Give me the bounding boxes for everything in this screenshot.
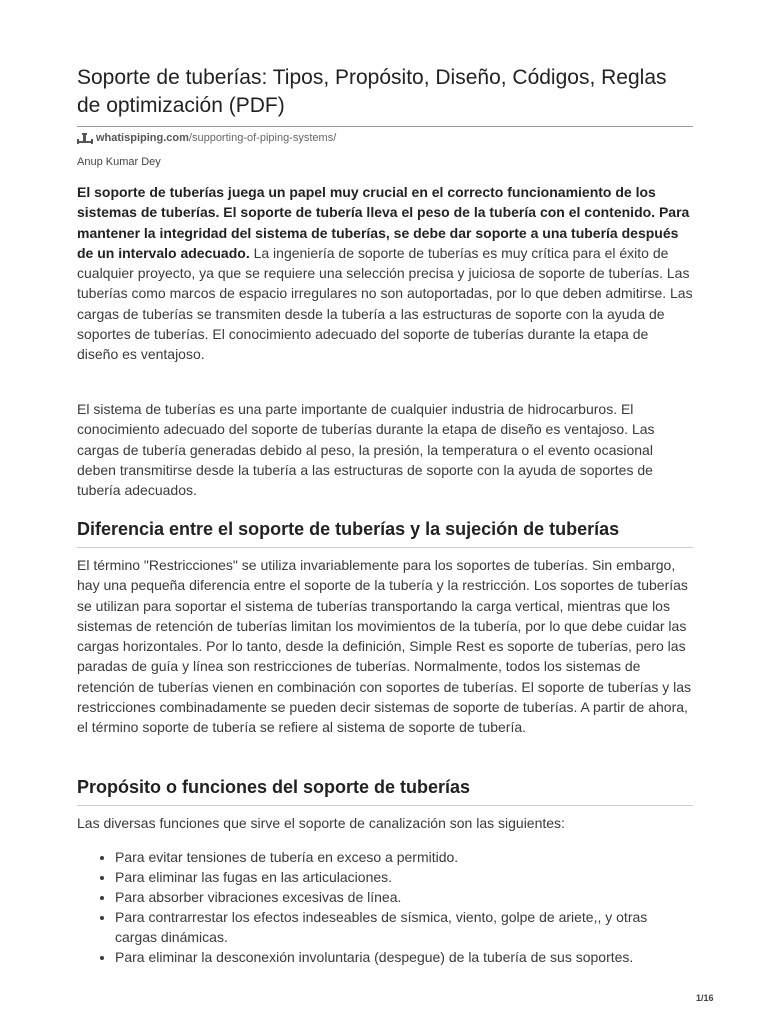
author-name: Anup Kumar Dey	[77, 156, 161, 168]
section-heading-difference: Diferencia entre el soporte de tuberías y la sujeción de tuberías	[77, 519, 620, 539]
intro-paragraph	[77, 182, 693, 365]
list-item: • Para eliminar las fugas en las articulaciones.	[115, 867, 693, 887]
title-divider	[77, 126, 693, 127]
source-line	[77, 131, 336, 145]
functions-list	[77, 847, 693, 967]
section-heading-purpose: Propósito o funciones del soporte de tuberías	[77, 777, 471, 797]
page-number: 1/16	[696, 993, 714, 1003]
site-logo-icon	[77, 132, 93, 144]
section-2-intro: Las diversas funciones que sirve el soporte de canalización son las siguientes:	[77, 815, 565, 831]
list-item: • Para evitar tensiones de tubería en exceso a permitido.	[115, 847, 693, 867]
source-domain[interactable]: whatispiping.com	[96, 132, 189, 144]
source-path[interactable]: /supporting-of-piping-systems/	[188, 132, 337, 144]
list-item: • Para absorber vibraciones excesivas de línea.	[115, 887, 693, 907]
section-1-body: El término "Restricciones" se utiliza invariablemente para los soportes de tuberías. Sin embargo, hay una pequeña diferencia entre el soporte de la tubería y la restricción. Los soportes de tuberías se utilizan para soportar el sistema de tuberías transportando la carga vertical, mientras que los sistemas de retención de tuberías limitan los movimientos de la tubería, por lo que debe cuidar las cargas horizontales. Por lo tanto, desde la definición, Simple Rest es soporte de tuberías, pero las paradas de guía y línea son restricciones de tuberías. Normalmente, todos los sistemas de retención de tuberías vienen en combinación con soportes de tuberías. El soporte de tuberías y las restricciones combinadamente se pueden decir sistemas de soporte de tuberías. A partir de ahora, el término soporte de tubería se refiere al sistema de soporte de tubería.	[77, 557, 692, 736]
page-title: Soporte de tuberías: Tipos, Propósito, Diseño, Códigos, Reglas de optimización (PDF)	[77, 66, 667, 117]
paragraph-2: El sistema de tuberías es una parte importante de cualquier industria de hidrocarburos. El conocimiento adecuado del soporte de tuberías durante la etapa de diseño es ventajoso. Las cargas de tubería generadas debido al peso, la presión, la temperatura o el evento ocasional deben transmitirse desde la tubería a las estructuras de soporte con la ayuda de soportes de tubería adecuados.	[77, 401, 655, 499]
intro-bold-text: El soporte de tuberías juega un papel muy crucial en el correcto funcionamiento de los sistemas de tuberías. El soporte de tubería lleva el peso de la tubería con el contenido. Para mantener la integridad del sistema de tuberías, se debe dar soporte a una tubería después de un intervalo adecuado.	[77, 184, 690, 261]
section-divider	[77, 547, 693, 548]
list-item: • Para eliminar la desconexión involuntaria (despegue) de la tubería de sus soportes.	[115, 947, 693, 967]
section-divider	[77, 805, 693, 806]
intro-rest-text: La ingeniería de soporte de tuberías es muy crítica para el éxito de cualquier proyecto, ya que se requiere una selección precisa y juiciosa de soporte de tuberías. Las tuberías como marcos de espacio irregulares no son autoportadas, por lo que deben admitirse. Las cargas de tuberías se transmiten desde la tubería a las estructuras de soporte con la ayuda de soportes de tuberías. El conocimiento adecuado del soporte de tuberías durante la etapa de diseño es ventajoso.	[77, 244, 693, 363]
list-item: • Para contrarrestar los efectos indeseables de sísmica, viento, golpe de ariete,, y otras cargas dinámicas.	[115, 907, 693, 947]
